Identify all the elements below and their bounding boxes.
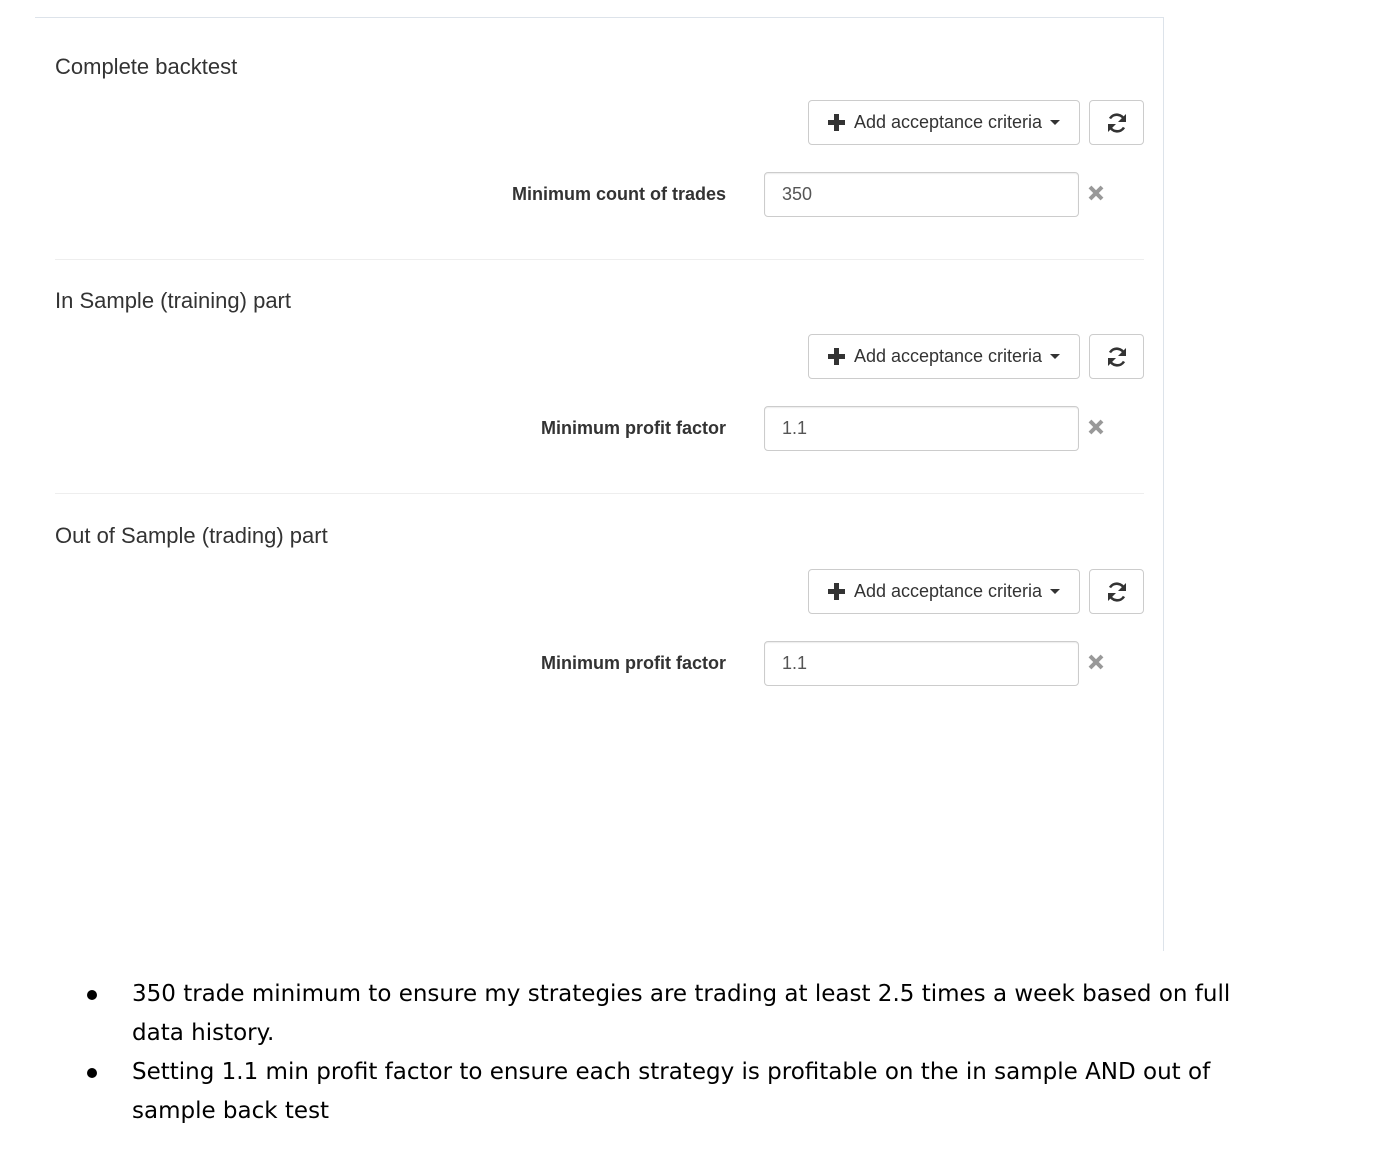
section-divider bbox=[55, 259, 1144, 260]
add-acceptance-criteria-label: Add acceptance criteria bbox=[853, 112, 1043, 132]
plus-icon bbox=[828, 114, 845, 131]
plus-icon bbox=[828, 583, 845, 600]
notes-list bbox=[82, 975, 1232, 1131]
refresh-icon bbox=[1105, 345, 1129, 369]
minimum-count-of-trades-input[interactable] bbox=[764, 172, 1079, 217]
remove-icon[interactable] bbox=[1087, 184, 1105, 202]
remove-icon[interactable] bbox=[1087, 653, 1105, 671]
criterion-label: Minimum profit factor bbox=[541, 653, 726, 673]
remove-icon[interactable] bbox=[1087, 418, 1105, 436]
caret-down-icon bbox=[1050, 120, 1060, 125]
add-acceptance-criteria-button[interactable] bbox=[808, 569, 1080, 614]
refresh-button[interactable] bbox=[1089, 569, 1144, 614]
section-title: In Sample (training) part bbox=[55, 288, 291, 313]
refresh-icon bbox=[1105, 580, 1129, 604]
add-acceptance-criteria-button[interactable] bbox=[808, 100, 1080, 145]
caret-down-icon bbox=[1050, 589, 1060, 594]
refresh-button[interactable] bbox=[1089, 100, 1144, 145]
section-divider bbox=[55, 493, 1144, 494]
note-item: Setting 1.1 min profit factor to ensure each strategy is profitable on the in sample AND out of sample back test bbox=[82, 1053, 1232, 1131]
plus-icon bbox=[828, 348, 845, 365]
section-title: Complete backtest bbox=[55, 54, 238, 79]
criterion-label: Minimum count of trades bbox=[511, 184, 726, 204]
add-acceptance-criteria-label: Add acceptance criteria bbox=[853, 346, 1043, 366]
refresh-button[interactable] bbox=[1089, 334, 1144, 379]
criterion-label: Minimum profit factor bbox=[541, 418, 726, 438]
section-title: Out of Sample (trading) part bbox=[55, 523, 328, 548]
caret-down-icon bbox=[1050, 354, 1060, 359]
note-item: 350 trade minimum to ensure my strategies are trading at least 2.5 times a week based on full data history. bbox=[82, 975, 1232, 1053]
acceptance-criteria-panel bbox=[35, 17, 1164, 951]
add-acceptance-criteria-button[interactable] bbox=[808, 334, 1080, 379]
refresh-icon bbox=[1105, 111, 1129, 135]
minimum-profit-factor-input[interactable] bbox=[764, 406, 1079, 451]
add-acceptance-criteria-label: Add acceptance criteria bbox=[853, 581, 1043, 601]
minimum-profit-factor-input[interactable] bbox=[764, 641, 1079, 686]
